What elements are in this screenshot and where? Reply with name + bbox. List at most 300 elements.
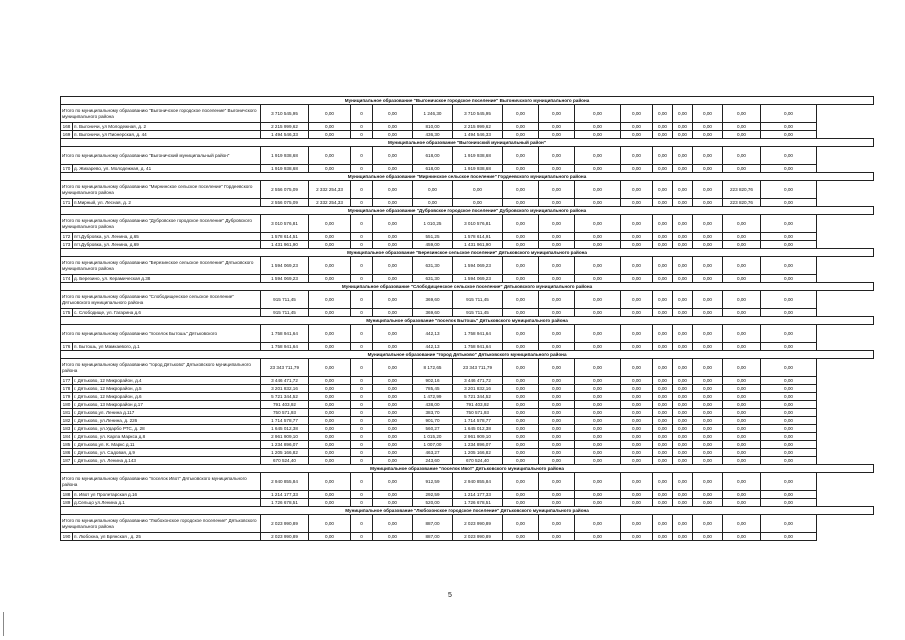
table-row — [61, 377, 874, 385]
amount-other: 0,00 — [723, 491, 761, 499]
amount-total: 1 726 678,51 — [261, 499, 309, 507]
amount-cell: 0,00 — [673, 165, 693, 173]
amount-int: 0 — [351, 309, 373, 317]
amount-fund: 0,00 — [309, 215, 351, 233]
amount-cell: 0,00 — [653, 233, 673, 241]
row-number: 182 — [61, 417, 73, 425]
amount-cell: 0,00 — [761, 123, 817, 131]
amount-cell: 0,00 — [761, 215, 817, 233]
amount-other: 0,00 — [723, 275, 761, 283]
amount-cell: 0,00 — [539, 401, 575, 409]
amount-int: 0 — [351, 401, 373, 409]
area-cell: 1 007,00 — [413, 441, 453, 449]
amount-cell: 0,00 — [539, 147, 575, 165]
amount-other: 0,00 — [723, 377, 761, 385]
amount-fund: 0,00 — [309, 241, 351, 249]
amount-cell: 0,00 — [673, 215, 693, 233]
amount-cell: 0,00 — [761, 409, 817, 417]
amount-owners: 1 234 896,07 — [453, 441, 503, 449]
amount-cell: 0,00 — [761, 401, 817, 409]
amount-other: 0,00 — [723, 233, 761, 241]
amount-fund: 0,00 — [309, 105, 351, 123]
amount-cell: 0,00 — [621, 473, 653, 491]
amount-cell: 0,00 — [693, 215, 723, 233]
total-label: Итого по муниципальному образованию "поселок Бытошь" Дятьковского — [61, 325, 261, 343]
amount-cell: 0,00 — [503, 131, 539, 139]
amount-cell: 0,00 — [621, 215, 653, 233]
amount-cell: 0,00 — [539, 441, 575, 449]
amount-cell: 0,00 — [373, 275, 413, 283]
amount-fund: 0,00 — [309, 393, 351, 401]
amount-fund: 0,00 — [309, 499, 351, 507]
amount-cell: 0,00 — [539, 359, 575, 377]
amount-int: 0 — [351, 409, 373, 417]
row-address: г. Дятьково, 12 Микрорайон, д.6 — [73, 393, 261, 401]
amount-cell: 0,00 — [575, 343, 621, 351]
amount-other: 0,00 — [723, 291, 761, 309]
amount-other: 0,00 — [723, 385, 761, 393]
amount-cell: 0,00 — [673, 473, 693, 491]
amount-cell: 0,00 — [373, 257, 413, 275]
amount-other: 0,00 — [723, 425, 761, 433]
amount-other: 223 820,76 — [723, 199, 761, 207]
amount-total: 2 556 075,09 — [261, 199, 309, 207]
amount-owners: 2 940 855,84 — [453, 473, 503, 491]
amount-cell: 0,00 — [503, 241, 539, 249]
amount-other: 0,00 — [723, 473, 761, 491]
amount-other: 0,00 — [723, 147, 761, 165]
amount-cell: 0,00 — [373, 105, 413, 123]
row-address: г. Дятьково, 13 Микрорайон д.17 — [73, 401, 261, 409]
amount-fund: 0,00 — [309, 309, 351, 317]
amount-fund: 0,00 — [309, 401, 351, 409]
section-total-row — [61, 473, 874, 491]
area-cell: 560,27 — [413, 425, 453, 433]
amount-cell: 0,00 — [373, 433, 413, 441]
amount-int: 0 — [351, 241, 373, 249]
amount-cell: 0,00 — [539, 343, 575, 351]
amount-cell: 0,00 — [693, 433, 723, 441]
amount-cell: 0,00 — [373, 409, 413, 417]
amount-total: 1 645 012,38 — [261, 425, 309, 433]
amount-cell: 0,00 — [761, 343, 817, 351]
row-number: 185 — [61, 441, 73, 449]
amount-other: 0,00 — [723, 457, 761, 465]
row-address: д.Сельцо ул.Ленина д.1 — [73, 499, 261, 507]
row-address: г. Дятьково,ул. Ленина д.117 — [73, 409, 261, 417]
amount-cell: 0,00 — [693, 325, 723, 343]
amount-cell: 0,00 — [693, 491, 723, 499]
amount-cell: 0,00 — [621, 325, 653, 343]
row-number: 173 — [61, 241, 73, 249]
amount-cell: 0,00 — [621, 417, 653, 425]
amount-cell: 0,00 — [673, 533, 693, 541]
amount-total: 23 343 711,79 — [261, 359, 309, 377]
amount-fund: 0,00 — [309, 449, 351, 457]
row-number: 184 — [61, 433, 73, 441]
amount-int: 0 — [351, 393, 373, 401]
amount-cell: 0,00 — [575, 499, 621, 507]
amount-cell: 0,00 — [673, 275, 693, 283]
amount-cell: 0,00 — [503, 401, 539, 409]
amount-cell: 0,00 — [693, 401, 723, 409]
section-header: Муниципальное образование "Березинское сельское поселение" Дятьковского муниципального района — [61, 249, 874, 257]
amount-cell: 0,00 — [575, 433, 621, 441]
area-cell: 1 015,20 — [413, 433, 453, 441]
amount-cell: 0,00 — [373, 473, 413, 491]
section-total-row — [61, 515, 874, 533]
amount-cell: 0,00 — [673, 377, 693, 385]
amount-cell: 0,00 — [673, 385, 693, 393]
amount-cell: 0,00 — [621, 105, 653, 123]
amount-owners: 23 343 711,79 — [453, 359, 503, 377]
table-row — [61, 385, 874, 393]
amount-cell: 0,00 — [503, 359, 539, 377]
amount-cell: 0,00 — [621, 377, 653, 385]
amount-cell: 0,00 — [693, 309, 723, 317]
amount-cell: 0,00 — [539, 181, 575, 199]
row-number: 171 — [61, 199, 73, 207]
area-cell: 810,00 — [413, 123, 453, 131]
area-cell: 551,25 — [413, 233, 453, 241]
amount-cell: 0,00 — [653, 449, 673, 457]
amount-cell: 0,00 — [653, 359, 673, 377]
area-cell: 383,70 — [413, 409, 453, 417]
area-cell: 1 010,25 — [413, 215, 453, 233]
row-number: 172 — [61, 233, 73, 241]
row-address: п.Мирный, ул. Лесная, д. 2 — [73, 199, 261, 207]
amount-owners: 2 215 999,62 — [453, 123, 503, 131]
section-header-row — [61, 283, 874, 291]
amount-cell: 0,00 — [693, 105, 723, 123]
table-row — [61, 233, 874, 241]
amount-other: 0,00 — [723, 533, 761, 541]
amount-cell: 0,00 — [693, 291, 723, 309]
amount-cell: 0,00 — [673, 105, 693, 123]
amount-cell: 0,00 — [693, 359, 723, 377]
amount-cell: 0,00 — [693, 457, 723, 465]
amount-cell: 0,00 — [653, 441, 673, 449]
amount-fund: 0,00 — [309, 425, 351, 433]
amount-cell: 0,00 — [761, 417, 817, 425]
amount-total: 2 961 909,10 — [261, 433, 309, 441]
amount-total: 1 714 578,77 — [261, 417, 309, 425]
amount-cell: 0,00 — [761, 241, 817, 249]
amount-cell: 0,00 — [653, 499, 673, 507]
amount-cell: 0,00 — [621, 291, 653, 309]
table-row — [61, 425, 874, 433]
row-address: п. Ивот ул Пролетарская д.16 — [73, 491, 261, 499]
table-row — [61, 275, 874, 283]
area-cell: 442,13 — [413, 325, 453, 343]
amount-cell: 0,00 — [373, 233, 413, 241]
amount-cell: 0,00 — [621, 441, 653, 449]
page-number: 5 — [448, 592, 452, 599]
row-number: 190 — [61, 533, 73, 541]
total-label: Итого по муниципальному образованию "Выгоничское городское поселение" Выгоничского муниципального района — [61, 105, 261, 123]
row-address: г. Дятьково, ул. Карла Маркса д.8 — [73, 433, 261, 441]
amount-cell: 0,00 — [673, 199, 693, 207]
amount-cell: 0,00 — [503, 165, 539, 173]
amount-other: 0,00 — [723, 499, 761, 507]
amount-cell: 0,00 — [373, 123, 413, 131]
amount-cell: 0,00 — [653, 131, 673, 139]
row-number: 177 — [61, 377, 73, 385]
amount-cell: 0,00 — [761, 425, 817, 433]
amount-cell: 0,00 — [575, 123, 621, 131]
amount-fund: 0,00 — [309, 417, 351, 425]
amount-total: 1 594 069,23 — [261, 257, 309, 275]
amount-cell: 0,00 — [373, 147, 413, 165]
area-cell: 1 472,99 — [413, 393, 453, 401]
section-total-row — [61, 105, 874, 123]
amount-total: 3 010 576,81 — [261, 215, 309, 233]
amount-owners: 3 446 471,72 — [453, 377, 503, 385]
amount-cell: 0,00 — [539, 233, 575, 241]
area-cell: 292,59 — [413, 491, 453, 499]
row-address: г. Дятьково, ул.Ленина, д. 226 — [73, 417, 261, 425]
amount-cell: 0,00 — [653, 491, 673, 499]
amount-fund: 0,00 — [309, 147, 351, 165]
amount-cell: 0,00 — [575, 449, 621, 457]
row-number: 187 — [61, 457, 73, 465]
amount-owners: 3 201 832,16 — [453, 385, 503, 393]
amount-int: 0 — [351, 385, 373, 393]
amount-total: 1 758 941,64 — [261, 325, 309, 343]
amount-fund: 0,00 — [309, 275, 351, 283]
section-total-row — [61, 291, 874, 309]
amount-cell: 0,00 — [373, 393, 413, 401]
area-cell: 438,00 — [413, 401, 453, 409]
amount-cell: 0,00 — [693, 343, 723, 351]
amount-cell: 0,00 — [673, 233, 693, 241]
amount-cell: 0,00 — [539, 275, 575, 283]
amount-fund: 0,00 — [309, 233, 351, 241]
amount-cell: 0,00 — [575, 393, 621, 401]
amount-cell: 0,00 — [503, 123, 539, 131]
amount-cell: 0,00 — [621, 359, 653, 377]
amount-int: 0 — [351, 199, 373, 207]
row-address: г. Дятьково, ул.Ударбо РТС, д. 28 — [73, 425, 261, 433]
amount-cell: 0,00 — [575, 233, 621, 241]
area-cell: 902,16 — [413, 377, 453, 385]
table-row — [61, 433, 874, 441]
total-label: Итого по муниципальному образованию "Слободищенское сельское поселение" Дятьковского муниципального района — [61, 291, 261, 309]
amount-cell: 0,00 — [621, 515, 653, 533]
amount-total: 1 919 938,68 — [261, 165, 309, 173]
amount-cell: 0,00 — [503, 105, 539, 123]
area-cell: 0,00 — [413, 199, 453, 207]
amount-total: 915 711,45 — [261, 309, 309, 317]
amount-cell: 0,00 — [761, 377, 817, 385]
amount-total: 2 023 990,89 — [261, 515, 309, 533]
area-cell: 901,70 — [413, 417, 453, 425]
amount-owners: 1 594 069,23 — [453, 257, 503, 275]
amount-int: 0 — [351, 233, 373, 241]
amount-cell: 0,00 — [621, 457, 653, 465]
amount-cell: 0,00 — [373, 533, 413, 541]
section-header-row — [61, 139, 874, 147]
amount-cell: 0,00 — [373, 417, 413, 425]
amount-cell: 0,00 — [503, 473, 539, 491]
amount-cell: 0,00 — [653, 457, 673, 465]
amount-cell: 0,00 — [539, 309, 575, 317]
amount-int: 0 — [351, 377, 373, 385]
amount-cell: 0,00 — [673, 131, 693, 139]
amount-cell: 0,00 — [539, 433, 575, 441]
amount-int: 0 — [351, 257, 373, 275]
table-row — [61, 309, 874, 317]
amount-cell: 0,00 — [621, 123, 653, 131]
amount-cell: 0,00 — [539, 215, 575, 233]
amount-cell: 0,00 — [373, 385, 413, 393]
amount-cell: 0,00 — [503, 343, 539, 351]
section-total-row — [61, 147, 874, 165]
amount-cell: 0,00 — [373, 441, 413, 449]
amount-cell: 0,00 — [653, 215, 673, 233]
amount-cell: 0,00 — [673, 325, 693, 343]
amount-total: 2 023 990,89 — [261, 533, 309, 541]
amount-other: 0,00 — [723, 123, 761, 131]
amount-cell: 0,00 — [761, 165, 817, 173]
amount-cell: 0,00 — [373, 343, 413, 351]
amount-cell: 0,00 — [621, 491, 653, 499]
amount-cell: 0,00 — [575, 359, 621, 377]
amount-cell: 0,00 — [539, 425, 575, 433]
section-total-row — [61, 181, 874, 199]
amount-cell: 0,00 — [761, 491, 817, 499]
amount-other: 0,00 — [723, 449, 761, 457]
amount-total: 5 721 344,52 — [261, 393, 309, 401]
row-address: г. Дятьково, ул. Садовая, д.9 — [73, 449, 261, 457]
amount-fund: 0,00 — [309, 441, 351, 449]
amount-owners: 791 403,92 — [453, 401, 503, 409]
amount-cell: 0,00 — [373, 491, 413, 499]
amount-cell: 0,00 — [503, 457, 539, 465]
amount-cell: 0,00 — [761, 147, 817, 165]
amount-cell: 0,00 — [673, 181, 693, 199]
table-row — [61, 491, 874, 499]
section-header: Муниципальное образование "поселок Бытошь" Дятьковского муниципального района — [61, 317, 874, 325]
area-cell: 887,00 — [413, 515, 453, 533]
amount-cell: 0,00 — [503, 409, 539, 417]
amount-cell: 0,00 — [539, 409, 575, 417]
amount-total: 1 578 614,51 — [261, 233, 309, 241]
amount-cell: 0,00 — [575, 515, 621, 533]
section-header: Муниципальное образование "Выгоничское городское поселение" Выгоничского муниципального района — [61, 97, 874, 105]
amount-cell: 0,00 — [503, 499, 539, 507]
amount-owners: 1 431 961,90 — [453, 241, 503, 249]
amount-owners: 1 205 166,82 — [453, 449, 503, 457]
amount-int: 0 — [351, 165, 373, 173]
amount-cell: 0,00 — [761, 499, 817, 507]
amount-cell: 0,00 — [575, 401, 621, 409]
amount-other: 0,00 — [723, 241, 761, 249]
amount-cell: 0,00 — [621, 181, 653, 199]
amount-cell: 0,00 — [653, 309, 673, 317]
section-header-row — [61, 317, 874, 325]
amount-cell: 0,00 — [539, 385, 575, 393]
amount-fund: 0,00 — [309, 515, 351, 533]
amount-cell: 0,00 — [373, 215, 413, 233]
amount-cell: 0,00 — [503, 385, 539, 393]
table-row — [61, 499, 874, 507]
amount-other: 0,00 — [723, 131, 761, 139]
row-number: 175 — [61, 309, 73, 317]
section-total-row — [61, 359, 874, 377]
amount-int: 0 — [351, 499, 373, 507]
amount-cell: 0,00 — [539, 241, 575, 249]
amount-other: 0,00 — [723, 401, 761, 409]
amount-cell: 0,00 — [693, 385, 723, 393]
amount-cell: 0,00 — [575, 291, 621, 309]
amount-cell: 0,00 — [575, 441, 621, 449]
amount-cell: 0,00 — [653, 199, 673, 207]
row-number: 174 — [61, 275, 73, 283]
amount-cell: 0,00 — [503, 425, 539, 433]
amount-cell: 0,00 — [503, 309, 539, 317]
amount-cell: 0,00 — [575, 409, 621, 417]
amount-fund: 0,00 — [309, 359, 351, 377]
amount-other: 0,00 — [723, 441, 761, 449]
amount-cell: 0,00 — [575, 131, 621, 139]
row-address: пгт.Дубровка, ул. Ленина, д.69 — [73, 241, 261, 249]
amount-cell: 0,00 — [653, 147, 673, 165]
amount-int: 0 — [351, 441, 373, 449]
amount-cell: 0,00 — [673, 425, 693, 433]
amount-cell: 0,00 — [761, 393, 817, 401]
amount-other: 223 820,76 — [723, 181, 761, 199]
row-number: 188 — [61, 491, 73, 499]
amount-total: 791 403,92 — [261, 401, 309, 409]
amount-cell: 0,00 — [653, 401, 673, 409]
row-number: 168 — [61, 123, 73, 131]
amount-cell: 0,00 — [373, 325, 413, 343]
row-address: с. Слободище, ул. Гагарина д.6 — [73, 309, 261, 317]
amount-cell: 0,00 — [693, 441, 723, 449]
amount-fund: 0,00 — [309, 491, 351, 499]
area-cell: 0,00 — [413, 181, 453, 199]
amount-cell: 0,00 — [693, 275, 723, 283]
amount-owners: 3 010 576,81 — [453, 215, 503, 233]
amount-cell: 0,00 — [761, 473, 817, 491]
amount-cell: 0,00 — [503, 377, 539, 385]
amount-cell: 0,00 — [621, 131, 653, 139]
amount-int: 0 — [351, 533, 373, 541]
amount-cell: 0,00 — [693, 165, 723, 173]
section-header-row — [61, 207, 874, 215]
amount-cell: 0,00 — [761, 359, 817, 377]
row-address: г. Дятьково, 12 Микрорайон, д.5 — [73, 385, 261, 393]
amount-cell: 0,00 — [575, 473, 621, 491]
amount-total: 2 556 075,09 — [261, 181, 309, 199]
amount-owners: 1 494 546,33 — [453, 131, 503, 139]
amount-int: 0 — [351, 105, 373, 123]
amount-cell: 0,00 — [539, 457, 575, 465]
row-number: 189 — [61, 499, 73, 507]
amount-fund: 0,00 — [309, 123, 351, 131]
area-cell: 520,00 — [413, 499, 453, 507]
area-cell: 8 172,65 — [413, 359, 453, 377]
amount-cell: 0,00 — [653, 165, 673, 173]
area-cell: 369,60 — [413, 291, 453, 309]
document-sheet — [60, 96, 873, 541]
amount-cell: 0,00 — [503, 449, 539, 457]
amount-cell: 0,00 — [693, 181, 723, 199]
amount-cell: 0,00 — [761, 199, 817, 207]
amount-cell: 0,00 — [761, 291, 817, 309]
amount-cell: 0,00 — [503, 417, 539, 425]
